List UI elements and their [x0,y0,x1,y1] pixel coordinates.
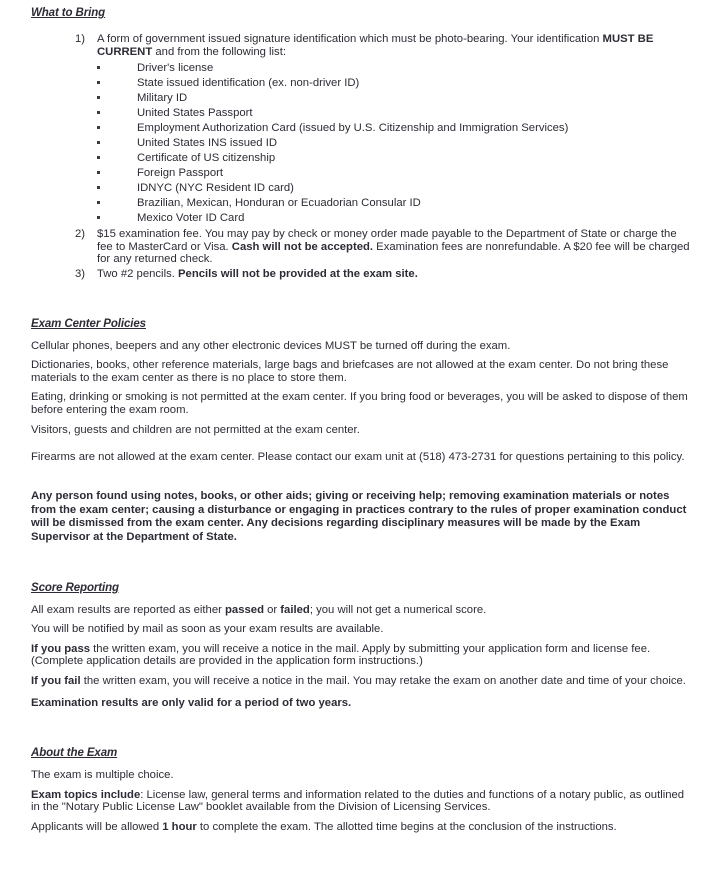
paragraph: You will be notified by mail as soon as your exam results are available. [31,623,384,636]
list-item-text: $15 examination fee. You may pay by check or money order made payable to the Department of State or charge the fee to MasterCard or Visa. Cash will not be accepted. Examination fees are nonrefundable. A $20 fee will be charged for any returned check. [97,228,690,266]
section-heading-exam-center-policies: Exam Center Policies [31,317,146,330]
section-heading-about-the-exam: About the Exam [31,747,118,760]
list-item-text: Two #2 pencils. Pencils will not be provided at the exam site. [97,267,418,280]
bullet-square-icon [97,66,100,69]
bullet-square-icon [97,81,100,84]
section-heading-score-reporting: Score Reporting [31,581,119,594]
paragraph: All exam results are reported as either passed or failed; you will not get a numerical score. [31,603,487,616]
bullet-item [97,136,693,151]
paragraph: Examination results are only valid for a period of two years. [31,697,352,710]
paragraph: Cellular phones, beepers and any other electronic devices MUST be turned off during the exam. [31,339,511,352]
bullet-item-label: United States Passport [137,107,253,120]
bullet-square-icon [97,201,100,204]
bullet-square-icon [97,216,100,219]
bullet-item-label: Military ID [137,92,188,105]
bullet-item [97,61,693,76]
paragraph: If you pass the written exam, you will receive a notice in the mail. Apply by submitting your application form and license fee. (Complete application details are provided in the application form instructions.) [31,642,651,668]
bullet-square-icon [97,141,100,144]
list-item [55,268,693,281]
numbered-list-what-to-bring [31,33,693,281]
bullet-item [97,196,693,211]
bullet-item [97,166,693,181]
paragraph: Firearms are not allowed at the exam center. Please contact our exam unit at (518) 473-2731 for questions pertaining to this policy. [31,451,685,464]
list-item [55,33,693,226]
bullet-item [97,106,693,121]
bullet-square-icon [97,111,100,114]
bullet-item [97,76,693,91]
bullet-item [97,181,693,196]
list-item [55,228,693,266]
bullet-list [97,61,693,226]
paragraph: Any person found using notes, books, or other aids; giving or receiving help; removing examination materials or notes from the exam center; causing a disturbance or engaging in practices contrary to the rules of proper examination conduct will be dismissed from the exam center. Any decisions regarding disciplinary measures will be made by the Exam Supervisor at the Department of State. [31,490,687,543]
bullet-item [97,121,693,136]
bullet-item-label: Mexico Voter ID Card [137,212,245,225]
bullet-square-icon [97,126,100,129]
bullet-item-label: Driver's license [137,62,214,75]
bullet-item-label: IDNYC (NYC Resident ID card) [137,182,294,195]
bullet-square-icon [97,156,100,159]
bullet-item-label: United States INS issued ID [137,137,278,150]
paragraph: Dictionaries, books, other reference materials, large bags and briefcases are not allowed at the exam center. Do not bring these materials to the exam center as there is no place to store them. [31,359,669,384]
bullet-item-label: Employment Authorization Card (issued by U.S. Citizenship and Immigration Services) [137,122,569,135]
bullet-square-icon [97,171,100,174]
paragraph: If you fail the written exam, you will receive a notice in the mail. You may retake the exam on another date and time of your choice. [31,674,686,687]
bullet-item [97,91,693,106]
paragraph: Eating, drinking or smoking is not permitted at the exam center. If you bring food or beverages, you will be asked to dispose of them before entering the exam room. [31,391,688,416]
bullet-item [97,211,693,226]
bullet-item-label: Foreign Passport [137,167,224,180]
list-marker: 3) [74,267,85,280]
bullet-item-label: State issued identification (ex. non-driver ID) [137,77,360,90]
bullet-item-label: Certificate of US citizenship [137,152,276,165]
list-marker: 2) [74,228,85,241]
list-item-text: A form of government issued signature identification which must be photo-bearing. Your identification MUST BE CURRENT and from the following list: [97,33,654,58]
paragraph: Exam topics include: License law, general terms and information related to the duties and functions of a notary public, as outlined in the "Notary Public License Law" booklet available from the Division of Licensing Services. [31,788,685,814]
paragraph: Applicants will be allowed 1 hour to complete the exam. The allotted time begins at the conclusion of the instructions. [31,820,617,833]
paragraph: The exam is multiple choice. [31,769,174,782]
section-heading-what-to-bring: What to Bring [31,7,106,19]
bullet-square-icon [97,186,100,189]
bullet-item [97,151,693,166]
paragraph: Visitors, guests and children are not permitted at the exam center. [31,423,360,436]
list-marker: 1) [74,33,85,45]
bullet-square-icon [97,96,100,99]
bullet-item-label: Brazilian, Mexican, Honduran or Ecuadorian Consular ID [137,197,421,210]
